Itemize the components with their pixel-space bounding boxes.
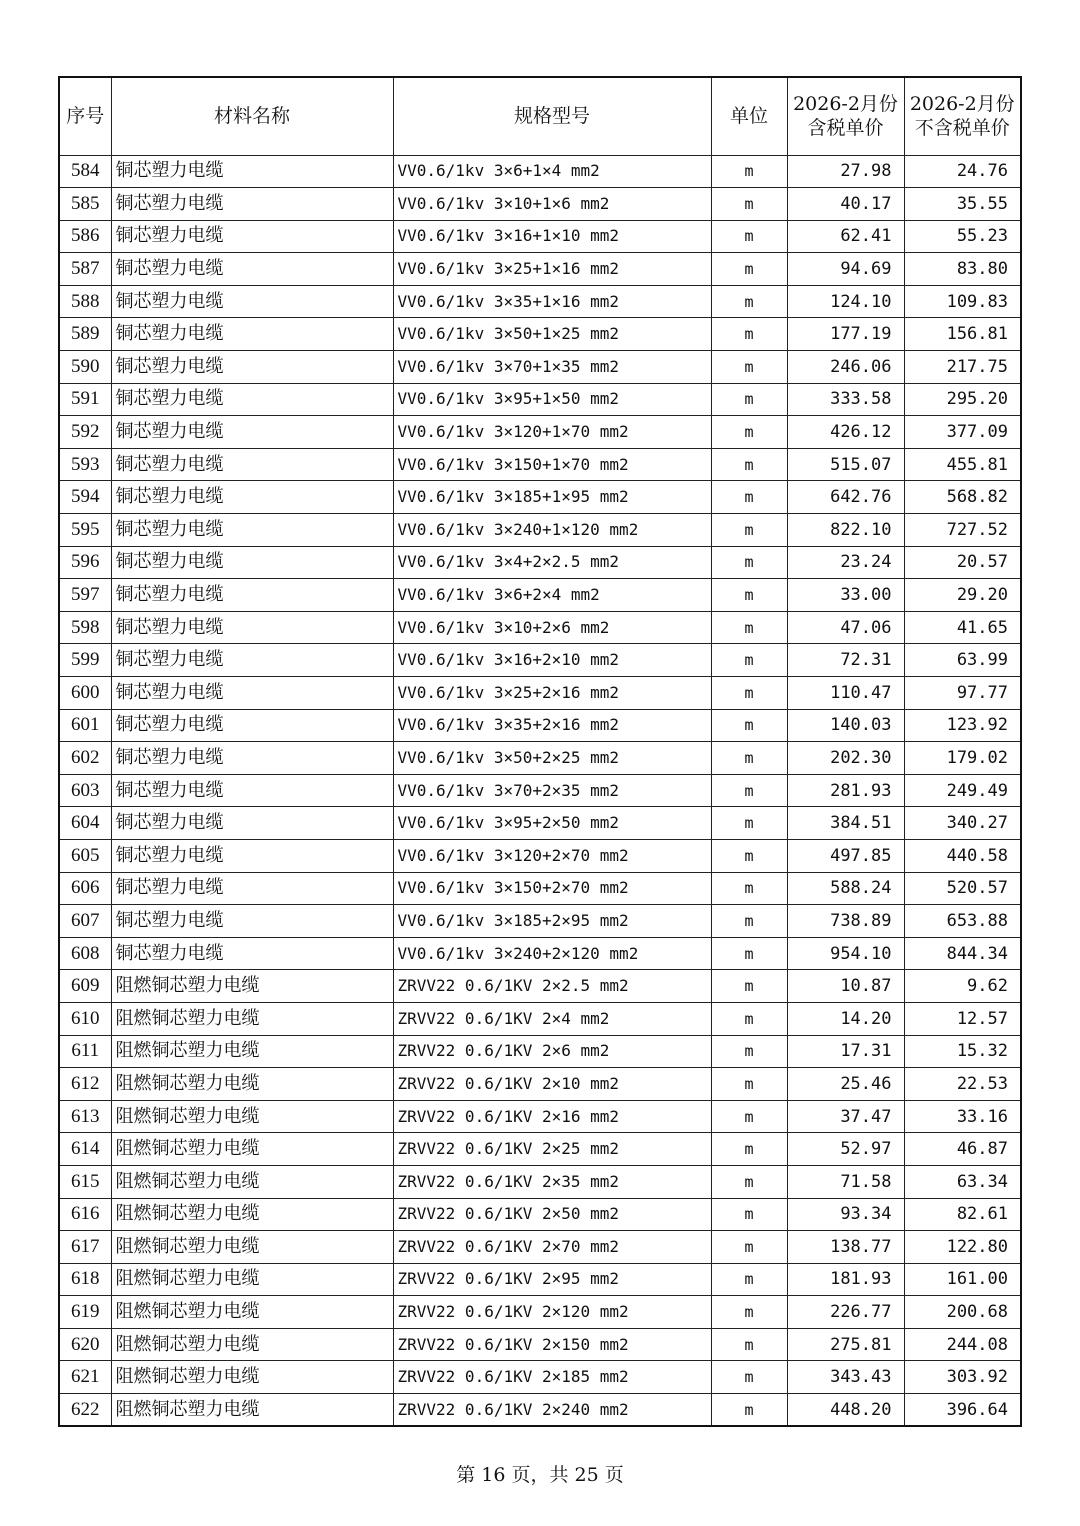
material-name-cell: 阻燃铜芯塑力电缆 bbox=[111, 1394, 393, 1427]
table-row bbox=[59, 1231, 1021, 1264]
price-with-tax-cell: 448.20 bbox=[787, 1394, 904, 1427]
price-without-tax-cell: 440.58 bbox=[904, 839, 1021, 872]
price-without-tax-cell: 46.87 bbox=[904, 1133, 1021, 1166]
material-name-cell: 铜芯塑力电缆 bbox=[111, 220, 393, 253]
price-with-tax-cell: 181.93 bbox=[787, 1263, 904, 1296]
row-number-cell: 597 bbox=[59, 579, 111, 612]
table-row bbox=[59, 611, 1021, 644]
price-with-tax-cell: 47.06 bbox=[787, 611, 904, 644]
material-name-cell: 铜芯塑力电缆 bbox=[111, 514, 393, 547]
table-header-row bbox=[59, 77, 1021, 155]
price-with-tax-cell: 954.10 bbox=[787, 937, 904, 970]
row-number-cell: 605 bbox=[59, 839, 111, 872]
table-row bbox=[59, 1328, 1021, 1361]
spec-model-cell: ZRVV22 0.6/1KV 2×6 mm2 bbox=[393, 1035, 711, 1068]
row-number-cell: 599 bbox=[59, 644, 111, 677]
price-with-tax-cell: 62.41 bbox=[787, 220, 904, 253]
row-number-cell: 586 bbox=[59, 220, 111, 253]
page-number-footer: 第 16 页，共 25 页 bbox=[456, 1464, 624, 1486]
material-name-cell: 阻燃铜芯塑力电缆 bbox=[111, 970, 393, 1003]
unit-cell: m bbox=[711, 220, 787, 253]
price-table bbox=[58, 76, 1022, 1427]
table-row bbox=[59, 220, 1021, 253]
row-number-cell: 610 bbox=[59, 1002, 111, 1035]
price-without-tax-cell: 568.82 bbox=[904, 481, 1021, 514]
price-without-tax-cell: 653.88 bbox=[904, 905, 1021, 938]
price-without-tax-cell: 24.76 bbox=[904, 155, 1021, 188]
price-without-tax-cell: 244.08 bbox=[904, 1328, 1021, 1361]
row-number-cell: 619 bbox=[59, 1296, 111, 1329]
table-row bbox=[59, 742, 1021, 775]
price-with-tax-cell: 27.98 bbox=[787, 155, 904, 188]
unit-cell: m bbox=[711, 1231, 787, 1264]
material-name-cell: 铜芯塑力电缆 bbox=[111, 579, 393, 612]
spec-model-cell: ZRVV22 0.6/1KV 2×2.5 mm2 bbox=[393, 970, 711, 1003]
row-number-cell: 603 bbox=[59, 774, 111, 807]
row-number-cell: 607 bbox=[59, 905, 111, 938]
row-number-cell: 601 bbox=[59, 709, 111, 742]
row-number-cell: 615 bbox=[59, 1165, 111, 1198]
table-row bbox=[59, 383, 1021, 416]
table-row bbox=[59, 481, 1021, 514]
price-with-tax-cell: 110.47 bbox=[787, 677, 904, 710]
row-number-cell: 600 bbox=[59, 677, 111, 710]
price-with-tax-cell: 281.93 bbox=[787, 774, 904, 807]
material-name-cell: 铜芯塑力电缆 bbox=[111, 285, 393, 318]
price-without-tax-cell: 15.32 bbox=[904, 1035, 1021, 1068]
price-with-tax-cell: 515.07 bbox=[787, 448, 904, 481]
material-name-cell: 阻燃铜芯塑力电缆 bbox=[111, 1100, 393, 1133]
unit-cell: m bbox=[711, 514, 787, 547]
spec-model-cell: ZRVV22 0.6/1KV 2×70 mm2 bbox=[393, 1231, 711, 1264]
spec-model-cell: ZRVV22 0.6/1KV 2×4 mm2 bbox=[393, 1002, 711, 1035]
material-name-cell: 阻燃铜芯塑力电缆 bbox=[111, 1035, 393, 1068]
price-without-tax-cell: 156.81 bbox=[904, 318, 1021, 351]
unit-cell: m bbox=[711, 937, 787, 970]
unit-cell: m bbox=[711, 1198, 787, 1231]
unit-cell: m bbox=[711, 839, 787, 872]
header-price-notax-line2: 不含税单价 bbox=[914, 117, 1010, 140]
material-name-cell: 铜芯塑力电缆 bbox=[111, 644, 393, 677]
spec-model-cell: VV0.6/1kv 3×240+2×120 mm2 bbox=[393, 937, 711, 970]
spec-model-cell: VV0.6/1kv 3×150+2×70 mm2 bbox=[393, 872, 711, 905]
unit-cell: m bbox=[711, 351, 787, 384]
row-number-cell: 594 bbox=[59, 481, 111, 514]
material-name-cell: 铜芯塑力电缆 bbox=[111, 351, 393, 384]
table-row bbox=[59, 1198, 1021, 1231]
price-without-tax-cell: 41.65 bbox=[904, 611, 1021, 644]
price-without-tax-cell: 455.81 bbox=[904, 448, 1021, 481]
material-name-cell: 铜芯塑力电缆 bbox=[111, 905, 393, 938]
material-name-cell: 阻燃铜芯塑力电缆 bbox=[111, 1231, 393, 1264]
table-row bbox=[59, 416, 1021, 449]
unit-cell: m bbox=[711, 1361, 787, 1394]
price-without-tax-cell: 63.99 bbox=[904, 644, 1021, 677]
unit-cell: m bbox=[711, 579, 787, 612]
header-price-tax-line2: 含税单价 bbox=[807, 117, 884, 140]
table-row bbox=[59, 318, 1021, 351]
row-number-cell: 606 bbox=[59, 872, 111, 905]
spec-model-cell: ZRVV22 0.6/1KV 2×50 mm2 bbox=[393, 1198, 711, 1231]
spec-model-cell: ZRVV22 0.6/1KV 2×35 mm2 bbox=[393, 1165, 711, 1198]
table-row bbox=[59, 1296, 1021, 1329]
price-without-tax-cell: 109.83 bbox=[904, 285, 1021, 318]
price-without-tax-cell: 22.53 bbox=[904, 1068, 1021, 1101]
material-name-cell: 铜芯塑力电缆 bbox=[111, 774, 393, 807]
price-without-tax-cell: 63.34 bbox=[904, 1165, 1021, 1198]
price-with-tax-cell: 124.10 bbox=[787, 285, 904, 318]
spec-model-cell: VV0.6/1kv 3×16+2×10 mm2 bbox=[393, 644, 711, 677]
price-without-tax-cell: 340.27 bbox=[904, 807, 1021, 840]
price-with-tax-cell: 25.46 bbox=[787, 1068, 904, 1101]
spec-model-cell: ZRVV22 0.6/1KV 2×25 mm2 bbox=[393, 1133, 711, 1166]
table-row bbox=[59, 579, 1021, 612]
price-without-tax-cell: 727.52 bbox=[904, 514, 1021, 547]
price-without-tax-cell: 520.57 bbox=[904, 872, 1021, 905]
unit-cell: m bbox=[711, 905, 787, 938]
price-with-tax-cell: 71.58 bbox=[787, 1165, 904, 1198]
row-number-cell: 584 bbox=[59, 155, 111, 188]
price-without-tax-cell: 82.61 bbox=[904, 1198, 1021, 1231]
price-with-tax-cell: 246.06 bbox=[787, 351, 904, 384]
row-number-cell: 592 bbox=[59, 416, 111, 449]
table-row bbox=[59, 937, 1021, 970]
material-name-cell: 阻燃铜芯塑力电缆 bbox=[111, 1165, 393, 1198]
spec-model-cell: VV0.6/1kv 3×120+1×70 mm2 bbox=[393, 416, 711, 449]
price-with-tax-cell: 23.24 bbox=[787, 546, 904, 579]
price-without-tax-cell: 20.57 bbox=[904, 546, 1021, 579]
row-number-cell: 604 bbox=[59, 807, 111, 840]
row-number-cell: 588 bbox=[59, 285, 111, 318]
unit-cell: m bbox=[711, 807, 787, 840]
material-name-cell: 铜芯塑力电缆 bbox=[111, 188, 393, 221]
material-name-cell: 铜芯塑力电缆 bbox=[111, 448, 393, 481]
row-number-cell: 593 bbox=[59, 448, 111, 481]
table-row bbox=[59, 709, 1021, 742]
table-row bbox=[59, 188, 1021, 221]
price-with-tax-cell: 588.24 bbox=[787, 872, 904, 905]
unit-cell: m bbox=[711, 1068, 787, 1101]
header-price-tax bbox=[787, 77, 904, 155]
unit-cell: m bbox=[711, 1100, 787, 1133]
unit-cell: m bbox=[711, 285, 787, 318]
spec-model-cell: VV0.6/1kv 3×25+2×16 mm2 bbox=[393, 677, 711, 710]
table-row bbox=[59, 155, 1021, 188]
unit-cell: m bbox=[711, 1133, 787, 1166]
spec-model-cell: ZRVV22 0.6/1KV 2×10 mm2 bbox=[393, 1068, 711, 1101]
price-with-tax-cell: 72.31 bbox=[787, 644, 904, 677]
unit-cell: m bbox=[711, 677, 787, 710]
row-number-cell: 620 bbox=[59, 1328, 111, 1361]
unit-cell: m bbox=[711, 1263, 787, 1296]
spec-model-cell: VV0.6/1kv 3×35+1×16 mm2 bbox=[393, 285, 711, 318]
spec-model-cell: VV0.6/1kv 3×10+2×6 mm2 bbox=[393, 611, 711, 644]
header-price-notax-line1: 2026-2月份 bbox=[909, 93, 1015, 116]
table-row bbox=[59, 1035, 1021, 1068]
unit-cell: m bbox=[711, 742, 787, 775]
price-table-sheet bbox=[58, 76, 1020, 1427]
price-with-tax-cell: 40.17 bbox=[787, 188, 904, 221]
table-row bbox=[59, 1002, 1021, 1035]
table-row bbox=[59, 285, 1021, 318]
row-number-cell: 609 bbox=[59, 970, 111, 1003]
price-without-tax-cell: 303.92 bbox=[904, 1361, 1021, 1394]
spec-model-cell: VV0.6/1kv 3×150+1×70 mm2 bbox=[393, 448, 711, 481]
row-number-cell: 591 bbox=[59, 383, 111, 416]
spec-model-cell: VV0.6/1kv 3×70+2×35 mm2 bbox=[393, 774, 711, 807]
unit-cell: m bbox=[711, 383, 787, 416]
spec-model-cell: VV0.6/1kv 3×50+1×25 mm2 bbox=[393, 318, 711, 351]
row-number-cell: 612 bbox=[59, 1068, 111, 1101]
material-name-cell: 阻燃铜芯塑力电缆 bbox=[111, 1361, 393, 1394]
table-row bbox=[59, 970, 1021, 1003]
header-spec: 规格型号 bbox=[393, 77, 711, 155]
material-name-cell: 铜芯塑力电缆 bbox=[111, 416, 393, 449]
header-unit: 单位 bbox=[711, 77, 787, 155]
row-number-cell: 598 bbox=[59, 611, 111, 644]
spec-model-cell: VV0.6/1kv 3×16+1×10 mm2 bbox=[393, 220, 711, 253]
material-name-cell: 阻燃铜芯塑力电缆 bbox=[111, 1198, 393, 1231]
price-with-tax-cell: 497.85 bbox=[787, 839, 904, 872]
row-number-cell: 616 bbox=[59, 1198, 111, 1231]
unit-cell: m bbox=[711, 709, 787, 742]
table-row bbox=[59, 1100, 1021, 1133]
row-number-cell: 613 bbox=[59, 1100, 111, 1133]
table-row bbox=[59, 351, 1021, 384]
table-row bbox=[59, 1068, 1021, 1101]
price-with-tax-cell: 93.34 bbox=[787, 1198, 904, 1231]
price-with-tax-cell: 10.87 bbox=[787, 970, 904, 1003]
price-with-tax-cell: 384.51 bbox=[787, 807, 904, 840]
unit-cell: m bbox=[711, 1328, 787, 1361]
price-without-tax-cell: 123.92 bbox=[904, 709, 1021, 742]
price-without-tax-cell: 33.16 bbox=[904, 1100, 1021, 1133]
material-name-cell: 阻燃铜芯塑力电缆 bbox=[111, 1002, 393, 1035]
price-with-tax-cell: 52.97 bbox=[787, 1133, 904, 1166]
material-name-cell: 铜芯塑力电缆 bbox=[111, 253, 393, 286]
unit-cell: m bbox=[711, 188, 787, 221]
price-without-tax-cell: 9.62 bbox=[904, 970, 1021, 1003]
price-with-tax-cell: 138.77 bbox=[787, 1231, 904, 1264]
unit-cell: m bbox=[711, 872, 787, 905]
unit-cell: m bbox=[711, 644, 787, 677]
spec-model-cell: VV0.6/1kv 3×185+2×95 mm2 bbox=[393, 905, 711, 938]
table-row bbox=[59, 1165, 1021, 1198]
row-number-cell: 602 bbox=[59, 742, 111, 775]
material-name-cell: 铜芯塑力电缆 bbox=[111, 546, 393, 579]
material-name-cell: 铜芯塑力电缆 bbox=[111, 611, 393, 644]
spec-model-cell: VV0.6/1kv 3×25+1×16 mm2 bbox=[393, 253, 711, 286]
material-name-cell: 阻燃铜芯塑力电缆 bbox=[111, 1328, 393, 1361]
price-without-tax-cell: 83.80 bbox=[904, 253, 1021, 286]
table-row bbox=[59, 1394, 1021, 1427]
price-with-tax-cell: 822.10 bbox=[787, 514, 904, 547]
header-no: 序号 bbox=[59, 77, 111, 155]
price-with-tax-cell: 426.12 bbox=[787, 416, 904, 449]
unit-cell: m bbox=[711, 1035, 787, 1068]
material-name-cell: 铜芯塑力电缆 bbox=[111, 872, 393, 905]
spec-model-cell: VV0.6/1kv 3×70+1×35 mm2 bbox=[393, 351, 711, 384]
table-row bbox=[59, 1361, 1021, 1394]
table-row bbox=[59, 905, 1021, 938]
price-without-tax-cell: 161.00 bbox=[904, 1263, 1021, 1296]
price-with-tax-cell: 202.30 bbox=[787, 742, 904, 775]
table-row bbox=[59, 253, 1021, 286]
row-number-cell: 611 bbox=[59, 1035, 111, 1068]
material-name-cell: 铜芯塑力电缆 bbox=[111, 709, 393, 742]
row-number-cell: 585 bbox=[59, 188, 111, 221]
spec-model-cell: ZRVV22 0.6/1KV 2×120 mm2 bbox=[393, 1296, 711, 1329]
price-without-tax-cell: 396.64 bbox=[904, 1394, 1021, 1427]
row-number-cell: 595 bbox=[59, 514, 111, 547]
material-name-cell: 铜芯塑力电缆 bbox=[111, 155, 393, 188]
spec-model-cell: ZRVV22 0.6/1KV 2×95 mm2 bbox=[393, 1263, 711, 1296]
unit-cell: m bbox=[711, 318, 787, 351]
unit-cell: m bbox=[711, 448, 787, 481]
material-name-cell: 阻燃铜芯塑力电缆 bbox=[111, 1068, 393, 1101]
spec-model-cell: VV0.6/1kv 3×4+2×2.5 mm2 bbox=[393, 546, 711, 579]
price-without-tax-cell: 97.77 bbox=[904, 677, 1021, 710]
table-row bbox=[59, 774, 1021, 807]
unit-cell: m bbox=[711, 253, 787, 286]
spec-model-cell: VV0.6/1kv 3×240+1×120 mm2 bbox=[393, 514, 711, 547]
spec-model-cell: VV0.6/1kv 3×95+1×50 mm2 bbox=[393, 383, 711, 416]
spec-model-cell: VV0.6/1kv 3×35+2×16 mm2 bbox=[393, 709, 711, 742]
price-without-tax-cell: 200.68 bbox=[904, 1296, 1021, 1329]
material-name-cell: 阻燃铜芯塑力电缆 bbox=[111, 1133, 393, 1166]
table-body bbox=[59, 155, 1021, 1426]
header-price-notax bbox=[904, 77, 1021, 155]
unit-cell: m bbox=[711, 611, 787, 644]
unit-cell: m bbox=[711, 774, 787, 807]
price-with-tax-cell: 333.58 bbox=[787, 383, 904, 416]
price-without-tax-cell: 12.57 bbox=[904, 1002, 1021, 1035]
material-name-cell: 铜芯塑力电缆 bbox=[111, 937, 393, 970]
spec-model-cell: VV0.6/1kv 3×185+1×95 mm2 bbox=[393, 481, 711, 514]
row-number-cell: 622 bbox=[59, 1394, 111, 1427]
price-with-tax-cell: 33.00 bbox=[787, 579, 904, 612]
unit-cell: m bbox=[711, 970, 787, 1003]
row-number-cell: 614 bbox=[59, 1133, 111, 1166]
unit-cell: m bbox=[711, 1296, 787, 1329]
unit-cell: m bbox=[711, 1002, 787, 1035]
price-without-tax-cell: 377.09 bbox=[904, 416, 1021, 449]
price-with-tax-cell: 17.31 bbox=[787, 1035, 904, 1068]
price-with-tax-cell: 177.19 bbox=[787, 318, 904, 351]
price-with-tax-cell: 37.47 bbox=[787, 1100, 904, 1133]
price-with-tax-cell: 275.81 bbox=[787, 1328, 904, 1361]
spec-model-cell: ZRVV22 0.6/1KV 2×240 mm2 bbox=[393, 1394, 711, 1427]
price-without-tax-cell: 179.02 bbox=[904, 742, 1021, 775]
price-without-tax-cell: 29.20 bbox=[904, 579, 1021, 612]
table-row bbox=[59, 1263, 1021, 1296]
spec-model-cell: ZRVV22 0.6/1KV 2×185 mm2 bbox=[393, 1361, 711, 1394]
row-number-cell: 621 bbox=[59, 1361, 111, 1394]
unit-cell: m bbox=[711, 1394, 787, 1427]
row-number-cell: 587 bbox=[59, 253, 111, 286]
unit-cell: m bbox=[711, 1165, 787, 1198]
spec-model-cell: VV0.6/1kv 3×120+2×70 mm2 bbox=[393, 839, 711, 872]
material-name-cell: 铜芯塑力电缆 bbox=[111, 318, 393, 351]
table-row bbox=[59, 807, 1021, 840]
price-with-tax-cell: 94.69 bbox=[787, 253, 904, 286]
unit-cell: m bbox=[711, 155, 787, 188]
price-with-tax-cell: 642.76 bbox=[787, 481, 904, 514]
material-name-cell: 阻燃铜芯塑力电缆 bbox=[111, 1263, 393, 1296]
table-row bbox=[59, 448, 1021, 481]
header-name: 材料名称 bbox=[111, 77, 393, 155]
unit-cell: m bbox=[711, 416, 787, 449]
material-name-cell: 铜芯塑力电缆 bbox=[111, 383, 393, 416]
price-with-tax-cell: 738.89 bbox=[787, 905, 904, 938]
price-with-tax-cell: 14.20 bbox=[787, 1002, 904, 1035]
price-without-tax-cell: 55.23 bbox=[904, 220, 1021, 253]
price-without-tax-cell: 217.75 bbox=[904, 351, 1021, 384]
price-with-tax-cell: 343.43 bbox=[787, 1361, 904, 1394]
spec-model-cell: ZRVV22 0.6/1KV 2×150 mm2 bbox=[393, 1328, 711, 1361]
material-name-cell: 铜芯塑力电缆 bbox=[111, 807, 393, 840]
table-row bbox=[59, 872, 1021, 905]
material-name-cell: 阻燃铜芯塑力电缆 bbox=[111, 1296, 393, 1329]
table-row bbox=[59, 546, 1021, 579]
spec-model-cell: ZRVV22 0.6/1KV 2×16 mm2 bbox=[393, 1100, 711, 1133]
table-row bbox=[59, 839, 1021, 872]
material-name-cell: 铜芯塑力电缆 bbox=[111, 481, 393, 514]
table-row bbox=[59, 677, 1021, 710]
row-number-cell: 618 bbox=[59, 1263, 111, 1296]
spec-model-cell: VV0.6/1kv 3×50+2×25 mm2 bbox=[393, 742, 711, 775]
material-name-cell: 铜芯塑力电缆 bbox=[111, 742, 393, 775]
row-number-cell: 596 bbox=[59, 546, 111, 579]
price-without-tax-cell: 844.34 bbox=[904, 937, 1021, 970]
unit-cell: m bbox=[711, 546, 787, 579]
price-without-tax-cell: 249.49 bbox=[904, 774, 1021, 807]
row-number-cell: 590 bbox=[59, 351, 111, 384]
price-without-tax-cell: 35.55 bbox=[904, 188, 1021, 221]
header-price-tax-line1: 2026-2月份 bbox=[793, 93, 898, 116]
table-row bbox=[59, 1133, 1021, 1166]
row-number-cell: 608 bbox=[59, 937, 111, 970]
table-row bbox=[59, 514, 1021, 547]
table-row bbox=[59, 644, 1021, 677]
spec-model-cell: VV0.6/1kv 3×95+2×50 mm2 bbox=[393, 807, 711, 840]
material-name-cell: 铜芯塑力电缆 bbox=[111, 677, 393, 710]
row-number-cell: 589 bbox=[59, 318, 111, 351]
row-number-cell: 617 bbox=[59, 1231, 111, 1264]
price-with-tax-cell: 226.77 bbox=[787, 1296, 904, 1329]
spec-model-cell: VV0.6/1kv 3×6+1×4 mm2 bbox=[393, 155, 711, 188]
price-without-tax-cell: 295.20 bbox=[904, 383, 1021, 416]
spec-model-cell: VV0.6/1kv 3×6+2×4 mm2 bbox=[393, 579, 711, 612]
spec-model-cell: VV0.6/1kv 3×10+1×6 mm2 bbox=[393, 188, 711, 221]
material-name-cell: 铜芯塑力电缆 bbox=[111, 839, 393, 872]
unit-cell: m bbox=[711, 481, 787, 514]
price-without-tax-cell: 122.80 bbox=[904, 1231, 1021, 1264]
price-with-tax-cell: 140.03 bbox=[787, 709, 904, 742]
